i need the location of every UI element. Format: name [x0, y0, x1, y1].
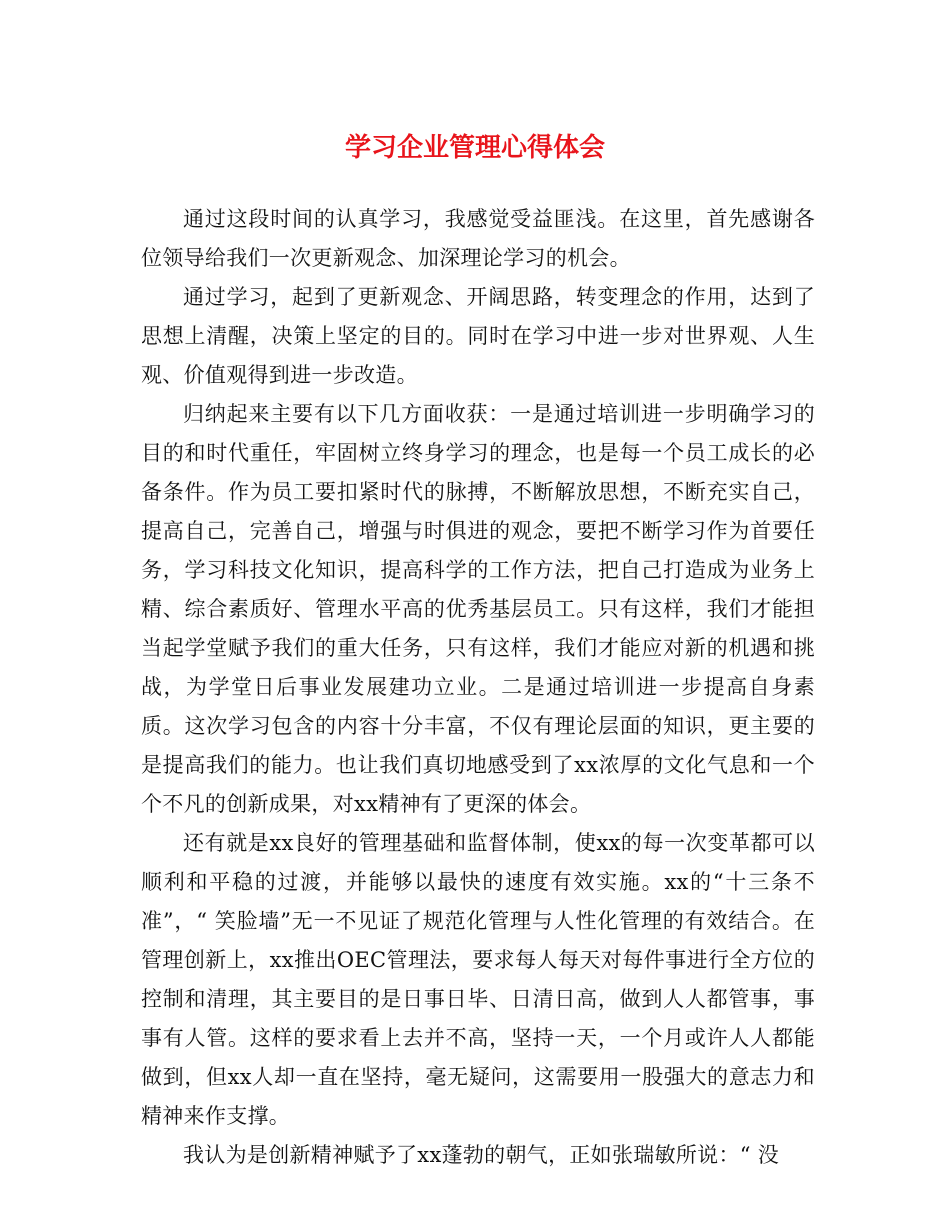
document-title: 学习企业管理心得体会 [344, 133, 605, 163]
paragraph-3: 归纳起来主要有以下几方面收获：一是通过培训进一步明确学习的目的和时代重任，牢固树立终身学习的理念，也是每一个员工成长的必备条件。作为员工要扣紧时代的脉搏，不断解放思想，不断充实自己，提高自己，完善自己，增强与时俱进的观念，要把不断学习作为首要任务，学习科技文化知识，提高科学的工作方法，把自己打造成为业务上精、综合素质好、管理水平高的优秀基层员工。只有这样，我们才能担当起学堂赋予我们的重大任务，只有这样，我们才能应对新的机遇和挑战，为学堂日后事业发展建功立业。二是通过培训进一步提高自身素质。这次学习包含的内容十分丰富，不仅有理论层面的知识，更主要的是提高我们的能力。也让我们真切地感受到了xx浓厚的文化气息和一个个不凡的创新成果，对xx精神有了更深的体会。 [141, 402, 815, 816]
paragraph-2: 通过学习，起到了更新观念、开阔思路，转变理念的作用，达到了思想上清醒，决策上坚定的目的。同时在学习中进一步对世界观、人生观、价值观得到进一步改造。 [141, 285, 815, 387]
document-body [141, 200, 815, 1175]
paragraph-4: 还有就是xx良好的管理基础和监督体制，使xx的每一次变革都可以顺利和平稳的过渡，并能够以最快的速度有效实施。xx的“十三条不准”，“ 笑脸墙”无一不见证了规范化管理与人性化管理的有效结合。在管理创新上，xx推出OEC管理法，要求每人每天对每件事进行全方位的控制和清理，其主要目的是日事日毕、日清日高，做到人人都管事，事事有人管。这样的要求看上去并不高，坚持一天，一个月或许人人都能做到，但xx人却一直在坚持，毫无疑问，这需要用一股强大的意志力和精神来作支撑。 [141, 831, 815, 1128]
paragraph-1: 通过这段时间的认真学习，我感觉受益匪浅。在这里，首先感谢各位领导给我们一次更新观念、加深理论学习的机会。 [141, 207, 815, 270]
paragraph-5: 我认为是创新精神赋予了xx蓬勃的朝气，正如张瑞敏所说：“ 没 [183, 1143, 780, 1167]
